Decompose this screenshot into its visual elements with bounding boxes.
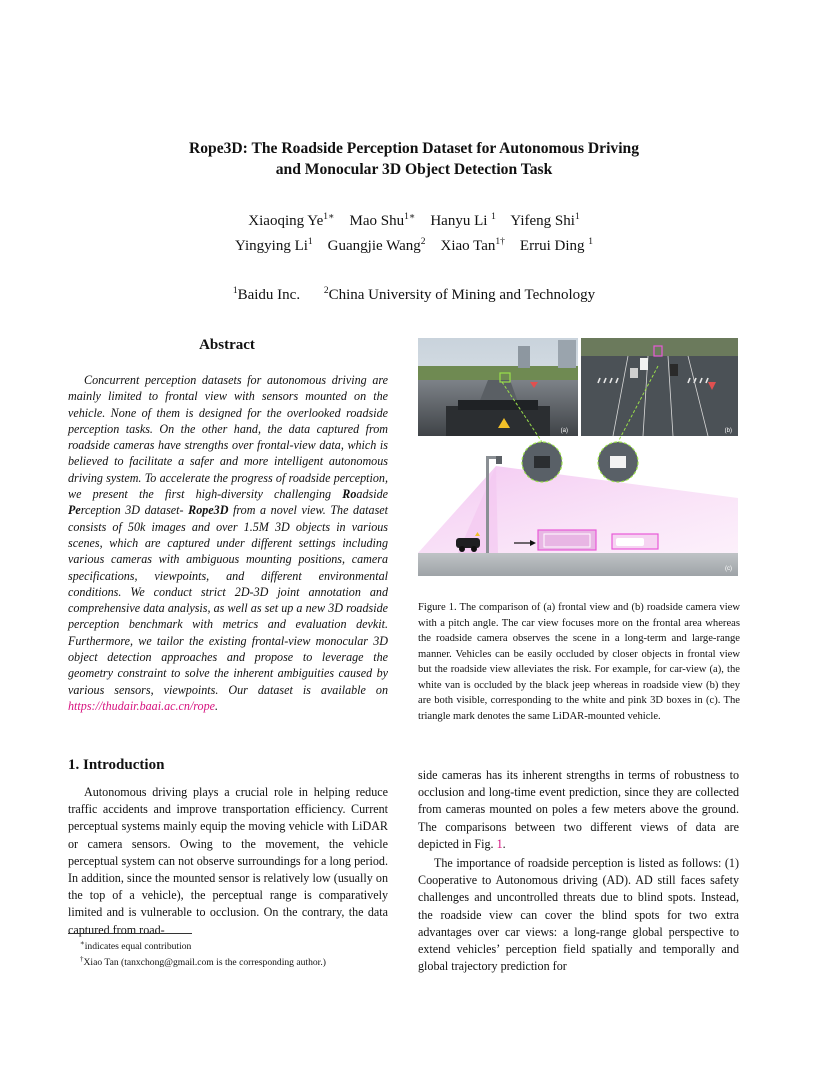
intro-right-column <box>418 767 739 975</box>
footnote-text: Xiao Tan (tanxchong@gmail.com is the corresponding author.) <box>83 957 326 969</box>
abstract-body <box>68 372 388 714</box>
intro-paragraph: The importance of roadside perception is listed as follows: (1) Cooperative to Autonomous driving (AD). AD still faces safety challenges and uncontrolled threats due to blind spots. Instead, the roadside view can cover the blind spots for two extra advantages over car views: a long-range global perspective to extend vehicles’ perception field spatially and temporally and global trajectory prediction for <box>418 856 739 974</box>
author: Xiaoqing Ye <box>248 213 324 229</box>
author-sup: 1 <box>588 237 593 247</box>
author-sup: 1∗ <box>323 212 335 222</box>
author-line-2 <box>0 232 828 257</box>
author: Errui Ding <box>519 238 589 254</box>
figure-caption: Figure 1. The comparison of (a) frontal view and (b) roadside camera view with a pitch angle. The car view focuses more on the frontal area whereas the roadside camera observes the scene in a long-term and large-range manner. Vehicles can be easily occluded by closer objects in frontal view but the roadside view alleviates the risk. For example, for car-view (a), the white van is occluded by the black jeep whereas in roadside view (b) they are both visible, corresponding to the white and pink 3D boxes in (c). The triangle mark denotes the same LiDAR-mounted vehicle. <box>418 602 740 722</box>
footnote-rule <box>68 933 192 934</box>
affiliation-sup: 1 <box>232 286 238 296</box>
abstract-text: rception 3D dataset- <box>80 503 189 518</box>
author: Mao Shu <box>349 213 405 229</box>
label-a: (a) <box>560 428 568 434</box>
author-line-1 <box>0 207 828 232</box>
figure-1 <box>418 338 738 576</box>
abstract-text: Concurrent perception datasets for autonomous driving are mainly limited to frontal view with sensors mounted on the vehicle. None of them is designed for the overlooked roadside perception tasks. On the other hand, the data captured from roadside cameras have strengths over frontal-view data, which is believed to facilitate a safer and more intelligent autonomous driving system. To accelerate the progress of roadside perception, we present the first high-diversity challenging <box>68 373 388 502</box>
author-sup: 1 <box>491 212 496 222</box>
abstract-bold: Ro <box>342 487 357 502</box>
footnote-2 <box>68 953 398 969</box>
frontal-view-image <box>418 338 578 436</box>
dataset-link[interactable]: https://thudair.baai.ac.cn/rope <box>68 698 216 713</box>
author-sup: 1† <box>495 237 505 247</box>
affiliation-sup: 2 <box>323 286 329 296</box>
footnotes <box>68 937 398 970</box>
author: Xiao Tan <box>440 238 496 254</box>
author-sup: 1∗ <box>404 212 416 222</box>
intro-heading: 1. Introduction <box>68 757 165 773</box>
footnote-1 <box>68 937 398 953</box>
abstract-bold: Rope3D <box>188 503 229 518</box>
author: Guangjie Wang <box>327 238 421 254</box>
affiliation-cumt: China University of Mining and Technology <box>328 287 596 303</box>
paper-title <box>0 138 828 180</box>
intro-text: side cameras has its inherent strengths in terms of robustness to occlusion and long-time event prediction, since they are collected from cameras mounted on poles a few meters above the ground. The comparisons between two different views of data are depicted in Fig. <box>418 768 739 851</box>
intro-text: . <box>502 836 506 851</box>
abstract-heading: Abstract <box>199 337 255 353</box>
author-sup: 1 <box>307 237 313 247</box>
abstract-text: from a novel view. The dataset consists of 50k images and over 1.5M 3D objects in various scenes, which are captured under different settings including various cameras with ambiguous mounting positions, camera specifications, viewpoints, and different environmental conditions. We conduct strict 2D-3D joint annotation and comprehensive data analysis, as well as set up a new 3D roadside perception benchmark with metrics and evaluation devkit. Furthermore, we tailor the existing frontal-view monocular 3D object detection approaches and propose to leverage the geometry constraint to solve the inherent ambiguities caused by various sensors, viewpoints. Our dataset is available on <box>68 503 388 697</box>
footnote-mark: † <box>80 955 84 964</box>
affiliation-baidu: Baidu Inc. <box>237 287 301 303</box>
author: Yifeng Shi <box>510 213 575 229</box>
abstract-text: adside <box>356 487 388 502</box>
footnote-text: indicates equal contribution <box>84 941 192 953</box>
abstract-text: . <box>215 698 219 713</box>
author: Yingying Li <box>235 238 308 254</box>
author: Hanyu Li <box>430 213 492 229</box>
author-sup: 1 <box>574 212 580 222</box>
affiliations <box>0 281 828 306</box>
figure-ref-link[interactable]: 1 <box>496 836 503 851</box>
roadside-view-image <box>581 338 738 436</box>
footnote-mark: ∗ <box>80 939 85 947</box>
intro-paragraph <box>418 767 739 853</box>
title-line-1: Rope3D: The Roadside Perception Dataset for Autonomous Driving <box>188 140 640 157</box>
label-c: (c) <box>725 566 732 572</box>
intro-left-column: Autonomous driving plays a crucial role in helping reduce traffic accidents and improve transportation efficiency. Current perceptual systems mainly equip the moving vehicle with LiDAR or camera sensors. Owing to the movement, the vehicle perceptual system can not observe surroundings for a long period. In addition, since the mounted sensor is relatively low (usually on the top of a vehicle), the perceptual range is comparatively limited and is vulnerable to occlusion. On the contrary, the data captured from road- <box>68 785 388 937</box>
label-b: (b) <box>724 428 732 434</box>
title-line-2: and Monocular 3D Object Detection Task <box>275 161 553 178</box>
author-sup: 2 <box>420 237 426 247</box>
abstract-bold: Pe <box>68 503 81 518</box>
author-list <box>0 207 828 257</box>
